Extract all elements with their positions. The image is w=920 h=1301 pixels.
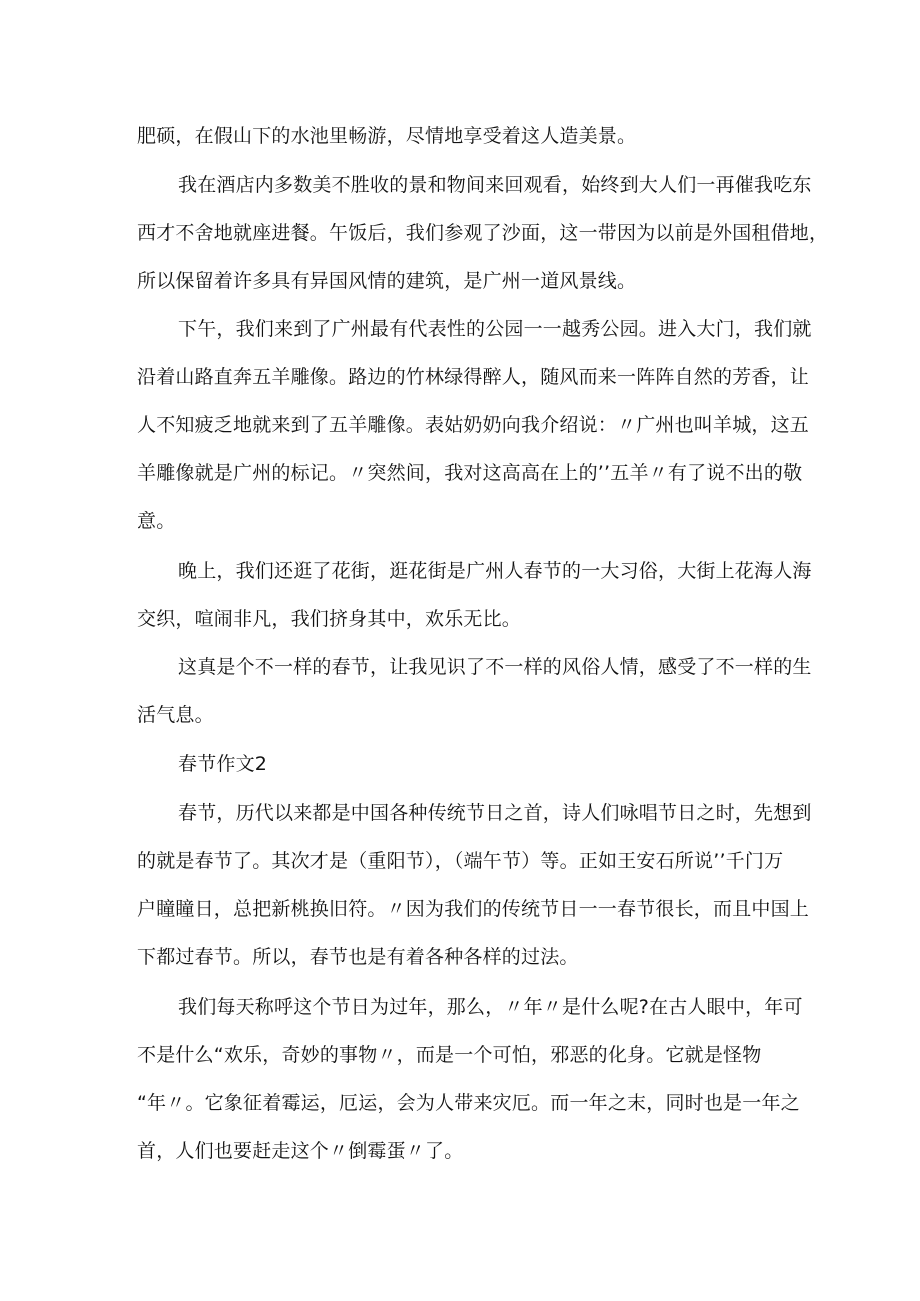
text-line: 的就是春节了。其次才是（重阳节），（端午节）等。正如王安石所说’’千门万 [137, 850, 784, 872]
text-line: 不是什么“欢乐，奇妙的事物〃，而是一个可怕，邪恶的化身。它就是怪物 [137, 1044, 762, 1066]
section-heading: 春节作文2 [178, 753, 268, 775]
paragraph-first-line: 下午，我们来到了广州最有代表性的公园一一越秀公园。进入大门，我们就 [178, 318, 812, 340]
paragraph-first-line: 我在酒店内多数美不胜收的景和物间来回观看，始终到大人们一再催我吃东 [178, 174, 812, 196]
text-line: 意。 [137, 510, 176, 532]
paragraph-first-line: 这真是个不一样的春节，让我见识了不一样的风俗人情，感受了不一样的生 [178, 656, 812, 678]
text-line: 户瞳瞳日，总把新桃换旧符。〃因为我们的传统节日一一春节很长，而且中国上 [137, 898, 810, 920]
text-line: 下都过春节。所以，春节也是有着各种各样的过法。 [137, 946, 579, 968]
paragraph-first-line: 晚上，我们还逛了花街，逛花街是广州人春节的一大习俗，大街上花海人海 [178, 560, 812, 582]
text-line: “年〃。它象征着霉运，厄运，会为人带来灾厄。而一年之末，同时也是一年之 [137, 1092, 800, 1114]
text-line: 首，人们也要赶走这个〃倒霉蛋〃了。 [137, 1140, 464, 1162]
text-line: 活气息。 [137, 704, 214, 726]
text-line: 人不知疲乏地就来到了五羊雕像。表姑奶奶向我介绍说：〃广州也叫羊城，这五 [137, 414, 810, 436]
text-line: 交织，喧闹非凡，我们挤身其中，欢乐无比。 [137, 608, 522, 630]
text-line: 西才不舍地就座进餐。午饭后，我们参观了沙面，这一带因为以前是外国租借地， [137, 222, 829, 244]
paragraph-first-line: 春节，历代以来都是中国各种传统节日之首，诗人们咏唱节日之时，先想到 [178, 802, 812, 824]
text-line: 羊雕像就是广州的标记。〃突然间，我对这高高在上的’’五羊〃有了说不出的敬 [137, 462, 803, 484]
paragraph-first-line: 我们每天称呼这个节日为过年，那么，〃年〃是什么呢?在古人眼中，年可 [178, 996, 803, 1018]
text-line: 所以保留着许多具有异国风情的建筑，是广州一道风景线。 [137, 270, 637, 292]
text-line: 肥硕，在假山下的水池里畅游，尽情地享受着这人造美景。 [137, 125, 637, 147]
text-line: 沿着山路直奔五羊雕像。路边的竹林绿得醉人，随风而来一阵阵自然的芳香，让 [137, 366, 810, 388]
